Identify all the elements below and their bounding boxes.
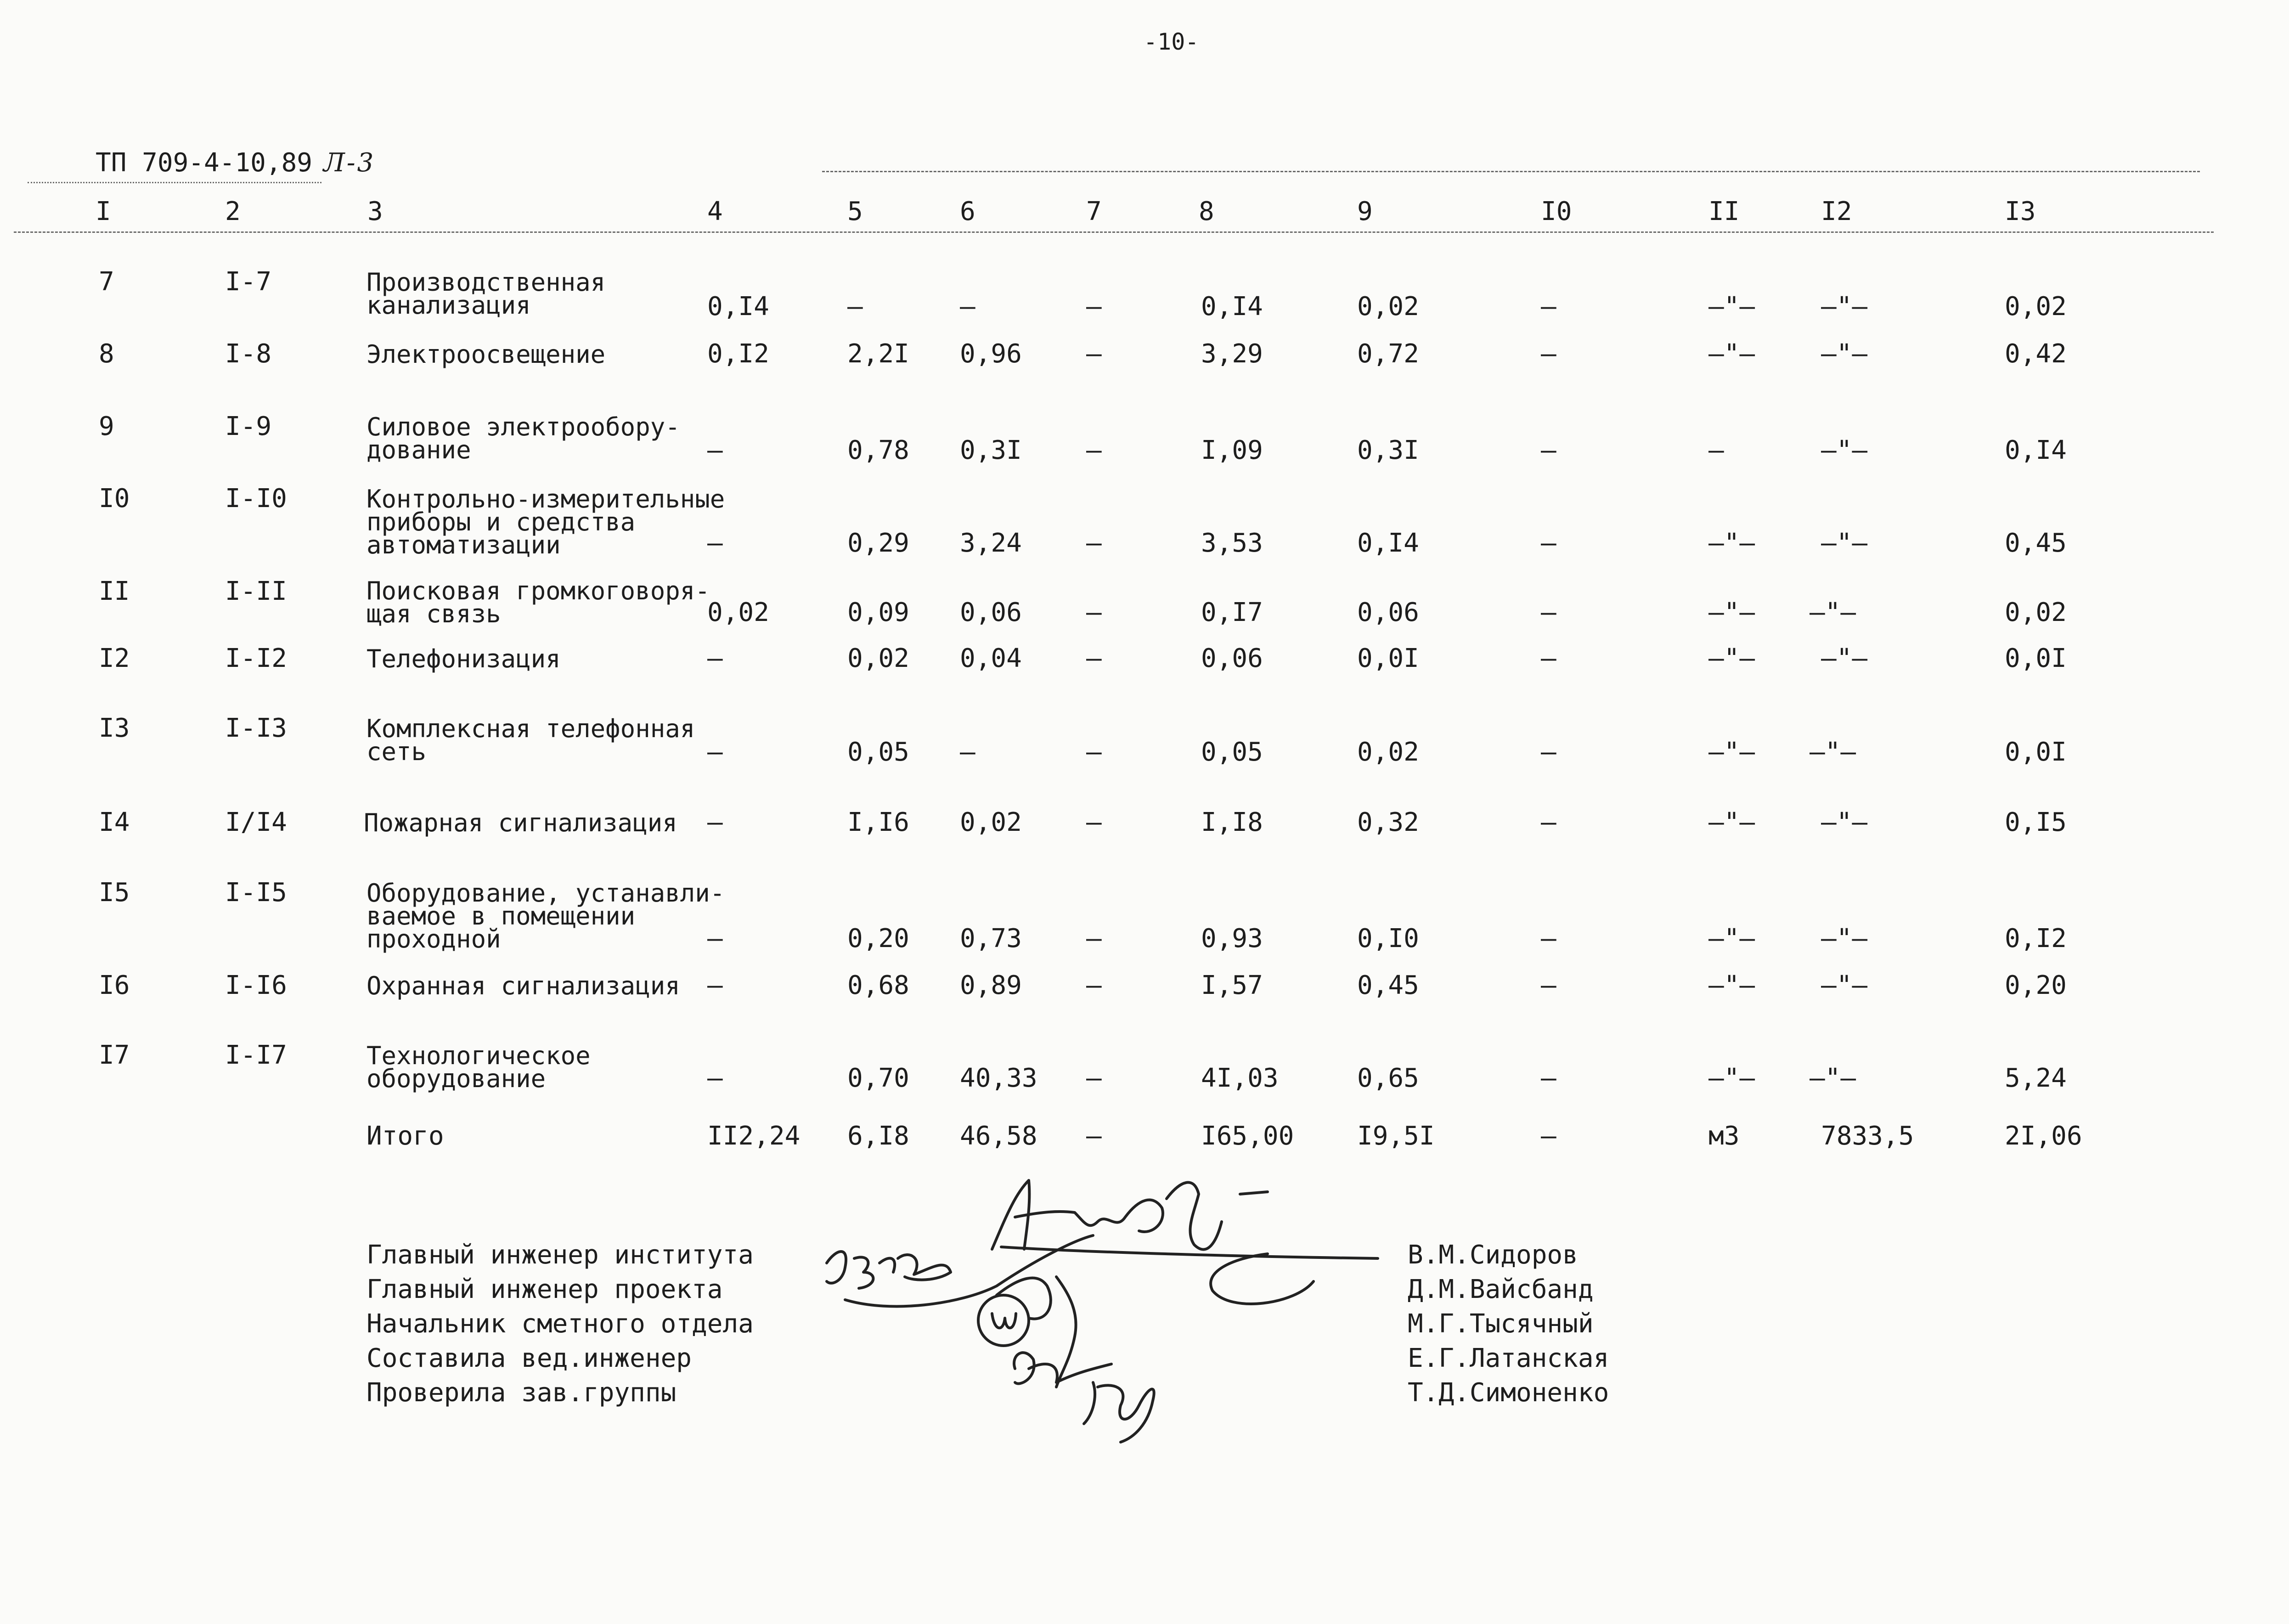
cell-col8: 4I,03 [1201,1063,1279,1093]
row-name: Пожарная сигнализация [364,808,677,837]
column-number: 6 [960,197,975,226]
signatory-title: Главный инженер проекта [366,1274,723,1304]
signatory-name: Е.Г.Латанская [1408,1343,1609,1373]
cell-col4: – [707,528,723,558]
row-number: 7 [99,267,114,297]
cell-col9: 0,3I [1357,435,1419,465]
cell-col5: 0,09 [847,598,909,627]
cell-col9: 0,32 [1357,807,1419,837]
row-code: I-II [225,576,287,606]
column-number: 2 [225,197,241,226]
total-col5: 6,I8 [847,1121,909,1151]
row-number: I6 [99,970,130,1000]
row-name: Оборудование, устанавли- ваемое в помещении проходной [366,879,725,953]
cell-col5: 0,68 [847,970,909,1000]
cell-col7: – [1086,435,1102,465]
cell-col10: – [1541,1063,1556,1093]
cell-col9: 0,I0 [1357,924,1419,953]
cell-col11: –"– [1708,339,1755,369]
handwritten-signatures [799,1167,1415,1451]
row-code: I/I4 [225,807,287,837]
signatory-title: Начальник сметного отдела [366,1309,754,1339]
cell-col10: – [1541,807,1556,837]
cell-col11: –"– [1708,807,1755,837]
cell-col6: 0,06 [960,598,1022,627]
cell-col10: – [1541,528,1556,558]
cell-col7: – [1086,807,1102,837]
cell-col11: –"– [1708,970,1755,1000]
cell-col11: –"– [1708,1063,1755,1093]
cell-col5: 0,29 [847,528,909,558]
total-col4: II2,24 [707,1121,801,1151]
row-number: I3 [99,713,130,743]
cell-col12: –"– [1821,970,1868,1000]
cell-col6: 0,3I [960,435,1022,465]
cell-col13: 0,02 [2005,292,2067,321]
top-rule [822,171,2200,172]
cell-col5: 0,20 [847,924,909,953]
document-id [96,148,375,178]
cell-col10: – [1541,970,1556,1000]
cell-col12: –"– [1810,737,1856,767]
row-code: I-I2 [225,643,287,673]
cell-col6: – [960,292,975,321]
cell-col4: 0,I4 [707,292,769,321]
total-label: Итого [366,1121,444,1151]
cell-col13: 0,42 [2005,339,2067,369]
row-number: I5 [99,878,130,908]
cell-col7: – [1086,924,1102,953]
cell-col5: 0,05 [847,737,909,767]
row-name: Охранная сигнализация [366,971,680,1000]
cell-col9: 0,02 [1357,292,1419,321]
total-col10: – [1541,1121,1556,1151]
cell-col6: 3,24 [960,528,1022,558]
row-code: I-I6 [225,970,287,1000]
cell-col10: – [1541,339,1556,369]
row-number: II [99,576,130,606]
cell-col6: 0,02 [960,807,1022,837]
cell-col12: –"– [1821,339,1868,369]
cell-col8: 3,53 [1201,528,1263,558]
column-number: 7 [1086,197,1102,226]
page-number: -10- [1144,28,1199,55]
cell-col13: 0,I2 [2005,924,2067,953]
cell-col8: 0,I7 [1201,598,1263,627]
cell-col4: – [707,643,723,673]
cell-col11: –"– [1708,924,1755,953]
cell-col6: 0,73 [960,924,1022,953]
signatory-title: Составила вед.инженер [366,1343,692,1373]
cell-col4: – [707,807,723,837]
cell-col6: – [960,737,975,767]
cell-col8: 0,93 [1201,924,1263,953]
cell-col8: I,I8 [1201,807,1263,837]
cell-col13: 0,20 [2005,970,2067,1000]
cell-col9: 0,45 [1357,970,1419,1000]
cell-col4: – [707,1063,723,1093]
cell-col11: –"– [1708,292,1755,321]
cell-col6: 0,04 [960,643,1022,673]
header-rule [14,231,2214,233]
cell-col8: I,57 [1201,970,1263,1000]
total-col11: м3 [1708,1121,1740,1151]
cell-col12: –"– [1821,643,1868,673]
total-col13: 2I,06 [2005,1121,2082,1151]
cell-col13: 0,45 [2005,528,2067,558]
row-code: I-7 [225,267,272,297]
cell-col6: 40,33 [960,1063,1037,1093]
row-name: Телефонизация [366,644,561,673]
cell-col12: –"– [1810,1063,1856,1093]
column-number: II [1708,197,1740,226]
cell-col8: 3,29 [1201,339,1263,369]
cell-col10: – [1541,292,1556,321]
cell-col7: – [1086,970,1102,1000]
cell-col6: 0,89 [960,970,1022,1000]
row-number: I2 [99,643,130,673]
cell-col10: – [1541,643,1556,673]
cell-col11: –"– [1708,737,1755,767]
cell-col12: –"– [1821,435,1868,465]
cell-col11: – [1708,435,1724,465]
cell-col13: 0,0I [2005,643,2067,673]
column-number: 9 [1357,197,1373,226]
row-code: I-9 [225,412,272,441]
cell-col8: 0,I4 [1201,292,1263,321]
cell-col10: – [1541,435,1556,465]
column-number: 5 [847,197,863,226]
column-number: I [96,197,111,226]
cell-col9: 0,72 [1357,339,1419,369]
cell-col9: 0,65 [1357,1063,1419,1093]
cell-col12: –"– [1821,292,1868,321]
cell-col5: 0,70 [847,1063,909,1093]
cell-col10: – [1541,924,1556,953]
row-number: 9 [99,412,114,441]
row-code: I-I7 [225,1040,287,1070]
cell-col7: – [1086,643,1102,673]
cell-col7: – [1086,1063,1102,1093]
cell-col12: –"– [1821,528,1868,558]
row-name: Контрольно-измерительные приборы и средства автоматизации [366,485,725,559]
document-code: ТП 709-4-10,89 [96,148,313,178]
signatory-name: В.М.Сидоров [1408,1240,1578,1270]
total-col12: 7833,5 [1821,1121,1914,1151]
cell-col7: – [1086,292,1102,321]
cell-col8: 0,05 [1201,737,1263,767]
cell-col13: 0,I5 [2005,807,2067,837]
cell-col7: – [1086,339,1102,369]
cell-col4: 0,02 [707,598,769,627]
row-name: Комплексная телефонная сеть [366,714,695,766]
row-name: Электроосвещение [366,340,606,369]
cell-col12: –"– [1821,924,1868,953]
cell-col4: 0,I2 [707,339,769,369]
cell-col8: I,09 [1201,435,1263,465]
cell-col13: 0,I4 [2005,435,2067,465]
cell-col11: –"– [1708,598,1755,627]
total-col8: I65,00 [1201,1121,1294,1151]
cell-col5: I,I6 [847,807,909,837]
column-number: I0 [1541,197,1572,226]
cell-col11: –"– [1708,528,1755,558]
cell-col13: 0,0I [2005,737,2067,767]
column-number: I2 [1821,197,1852,226]
cell-col9: 0,I4 [1357,528,1419,558]
row-number: I0 [99,484,130,513]
top-rule-left [28,182,321,183]
total-col9: I9,5I [1357,1121,1435,1151]
cell-col4: – [707,970,723,1000]
cell-col11: –"– [1708,643,1755,673]
cell-col4: – [707,924,723,953]
sheet-mark: Л-3 [323,148,376,178]
column-number: 4 [707,197,723,226]
column-number: 3 [367,197,383,226]
cell-col10: – [1541,737,1556,767]
cell-col7: – [1086,737,1102,767]
row-name: Поисковая громкоговоря- щая связь [366,576,710,628]
cell-col9: 0,06 [1357,598,1419,627]
row-name: Силовое электрообору- дование [366,412,680,464]
row-number: 8 [99,339,114,369]
cell-col13: 5,24 [2005,1063,2067,1093]
signatory-name: Д.М.Вайсбанд [1408,1274,1594,1304]
cell-col10: – [1541,598,1556,627]
cell-col4: – [707,435,723,465]
column-number: I3 [2005,197,2036,226]
signatory-name: Т.Д.Симоненко [1408,1378,1609,1408]
cell-col5: – [847,292,863,321]
total-col6: 46,58 [960,1121,1037,1151]
cell-col12: –"– [1810,598,1856,627]
cell-col9: 0,0I [1357,643,1419,673]
cell-col7: – [1086,528,1102,558]
row-name: Производственная канализация [366,268,606,320]
row-code: I-I3 [225,713,287,743]
row-number: I7 [99,1040,130,1070]
column-number: 8 [1199,197,1214,226]
cell-col9: 0,02 [1357,737,1419,767]
cell-col8: 0,06 [1201,643,1263,673]
row-number: I4 [99,807,130,837]
signatory-name: М.Г.Тысячный [1408,1309,1594,1339]
cell-col5: 0,78 [847,435,909,465]
row-code: I-I0 [225,484,287,513]
cell-col7: – [1086,598,1102,627]
cell-col5: 0,02 [847,643,909,673]
cell-col13: 0,02 [2005,598,2067,627]
cell-col12: –"– [1821,807,1868,837]
cell-col5: 2,2I [847,339,909,369]
cell-col6: 0,96 [960,339,1022,369]
cell-col4: – [707,737,723,767]
row-code: I-I5 [225,878,287,908]
row-code: I-8 [225,339,272,369]
signatory-title: Проверила зав.группы [366,1378,677,1408]
signatory-title: Главный инженер института [366,1240,754,1270]
row-name: Технологическое оборудование [366,1041,591,1093]
total-col7: – [1086,1121,1102,1151]
